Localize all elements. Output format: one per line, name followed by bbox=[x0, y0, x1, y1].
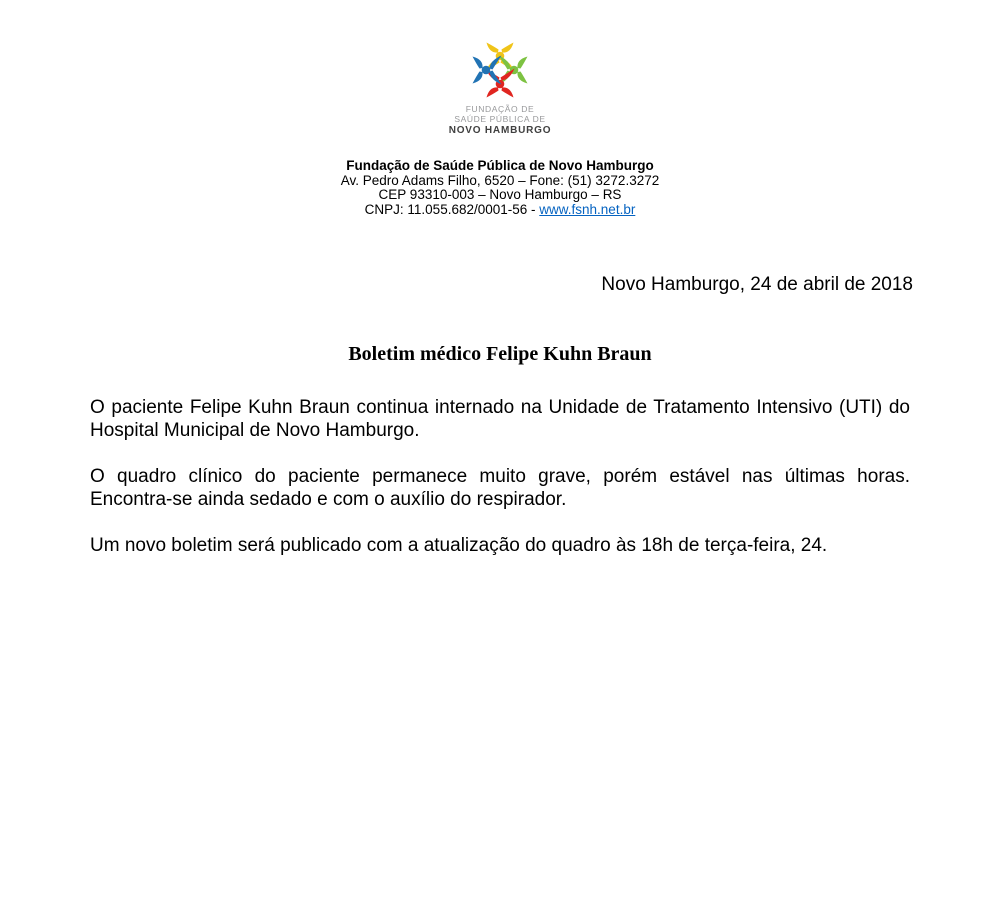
fsnh-logo-icon bbox=[465, 37, 535, 103]
paragraph-2: O quadro clínico do paciente permanece muito grave, porém estável nas últimas horas. Encontra-se ainda sedado e com o auxílio do respirador. bbox=[90, 466, 910, 510]
page-title: Boletim médico Felipe Kuhn Braun bbox=[348, 343, 652, 365]
org-cep: CEP 93310-003 – Novo Hamburgo – RS bbox=[378, 187, 622, 202]
org-logo bbox=[0, 0, 1000, 137]
org-cnpj-line bbox=[0, 203, 1000, 218]
logo-caption bbox=[0, 104, 1000, 137]
org-name: Fundação de Saúde Pública de Novo Hamburgo bbox=[346, 158, 654, 173]
org-cnpj: CNPJ: 11.055.682/0001-56 - bbox=[364, 201, 540, 217]
org-address: Av. Pedro Adams Filho, 6520 – Fone: (51) 3272.3272 bbox=[340, 172, 660, 188]
logo-caption-line3: NOVO HAMBURGO bbox=[448, 125, 552, 136]
logo-caption-line1: FUNDAÇÃO DE bbox=[465, 104, 535, 114]
paragraph-1: O paciente Felipe Kuhn Braun continua internado na Unidade de Tratamento Intensivo (UTI) do Hospital Municipal de Novo Hamburgo. bbox=[90, 397, 910, 441]
dateline: Novo Hamburgo, 24 de abril de 2018 bbox=[601, 274, 913, 295]
letterhead bbox=[0, 159, 1000, 217]
website-link[interactable]: www.fsnh.net.br bbox=[539, 201, 636, 217]
paragraph-3: Um novo boletim será publicado com a atualização do quadro às 18h de terça-feira, 24. bbox=[90, 535, 828, 556]
document-body bbox=[90, 396, 910, 557]
logo-caption-line2: SAÚDE PÚBLICA DE bbox=[454, 114, 546, 124]
